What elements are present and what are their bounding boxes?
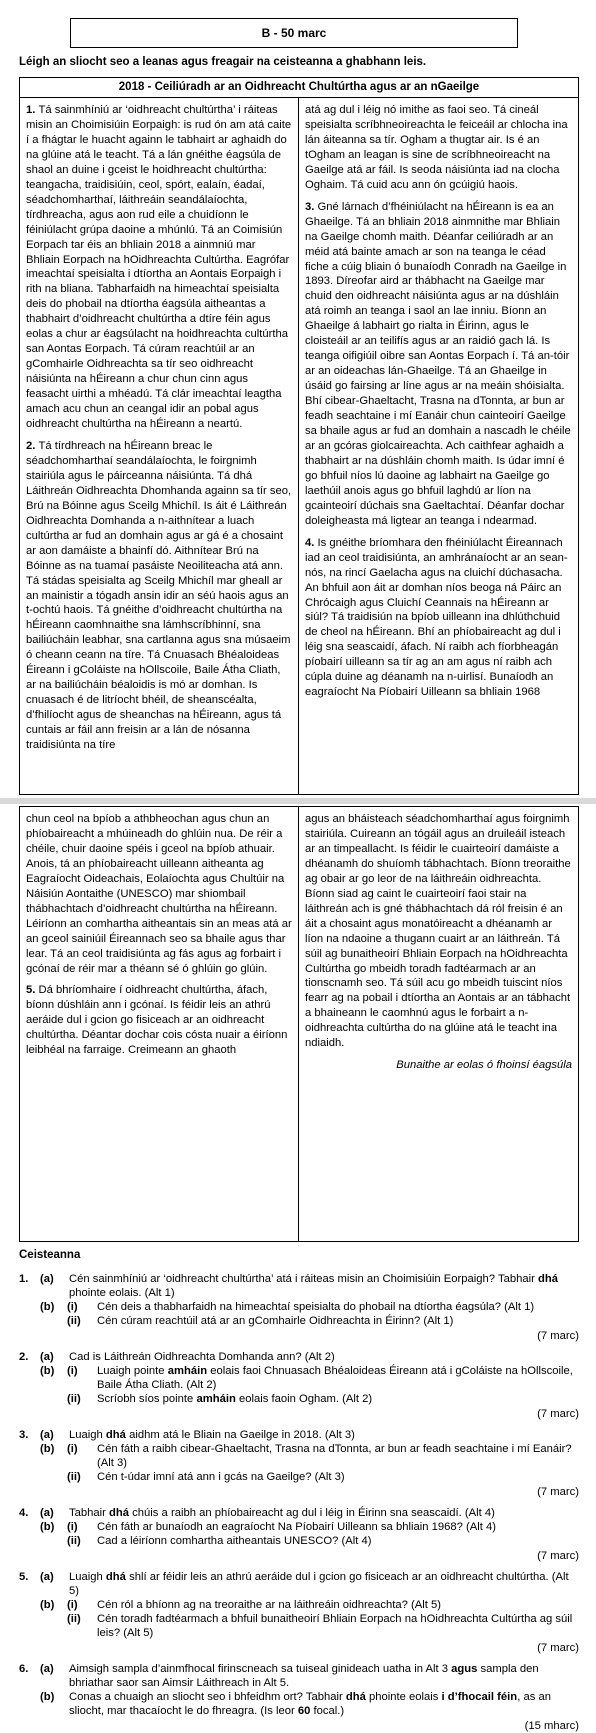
part-label: (a) bbox=[40, 1351, 54, 1363]
paragraph-text: Tá tírdhreach na hÉireann breac le séadchomharthaí seandálaíochta, le foirgnimh stairiúla agus le páirceanna náisiúnta. Tá dhá Láithreán Oidhreachta Dhomhanda againn sa tír seo, Brú na Bóinne agus Sceilg Mhichíl. Is áit é Láithreán Oidhreachta Domhanda a n-aithnítear a luach cultúrtha ar fud an domhain agus ar gá é a chosaint ar aon damáiste a bhainfí dó. Aithnítear Brú na Bóinne as na tuamaí pasáiste Neoiliteacha atá ann. Tá stádas speisialta ag Sceilg Mhichíl mar gheall ar an mainistir a tógadh ansin idir an séú haois agus an t-ochtú haois. Tá gnéithe d’oidhreacht chultúrtha na hÉireann caomhnaithe sna lámhscríbhinní, sna bailiúcháin leabhar, sna cartlanna agus sna músaeim ó cheann ceann na tíre. Tá Cnuasach Bhéaloideas Éireann i gColáiste na hOllscoile, Baile Átha Cliath, ar na bailiúcháin béaloidis is mó ar domhan. Is cnuasach é de litríocht bhéil, de sheanscéalta, d’fhilíocht agus de sheanchas na hÉireann, agus tá cuntais ar fáil ann freisin ar a lán de nósanna traidisiúnta na tíre bbox=[26, 439, 292, 752]
question-text: Cén toradh fadtéarmach a bhfuil bunaitheoirí Bhliain Eorpach na hOidhreachta Cultúrtha ag súil leis? (Alt 5) bbox=[97, 1613, 573, 1639]
marks-label: (7 marc) bbox=[537, 1550, 579, 1562]
passage-column-left bbox=[20, 807, 299, 1241]
subpart-label: (ii) bbox=[67, 1315, 81, 1327]
question-part bbox=[19, 1534, 579, 1548]
question-number: 6. bbox=[19, 1663, 29, 1675]
question-part bbox=[19, 1300, 579, 1314]
question-text: Luaigh pointe amháin eolais faoi Chnuasach Bhéaloideas Éireann atá i gColáiste na hOllscoile, Baile Átha Cliath. (Alt 2) bbox=[97, 1365, 573, 1391]
passage-title: 2018 - Ceiliúradh ar an Oidhreacht Chultúrtha agus ar an nGaeilge bbox=[20, 78, 578, 98]
question-text: Cén t-údar imní atá ann i gcás na Gaeilge? (Alt 3) bbox=[97, 1471, 345, 1483]
question-part bbox=[19, 1506, 579, 1520]
question-text: Scríobh síos pointe amháin eolais faoin Ogham. (Alt 2) bbox=[97, 1393, 373, 1405]
part-label: (a) bbox=[40, 1663, 54, 1675]
part-label: (b) bbox=[40, 1301, 55, 1313]
marks-label: (7 marc) bbox=[537, 1486, 579, 1498]
paragraph-number: 3. bbox=[305, 200, 318, 213]
source-credit: Bunaithe ar eolas ó fhoinsí éagsúla bbox=[396, 1059, 572, 1072]
question-part bbox=[19, 1570, 579, 1598]
question-number: 2. bbox=[19, 1351, 29, 1363]
part-label: (a) bbox=[40, 1507, 54, 1519]
page-separator bbox=[0, 798, 596, 804]
paragraph-text: Is gnéithe bríomhara den fhéiniúlacht Éireannach iad an ceol traidisiúnta, an amhránaíocht ar an sean-nós, na rincí Gaelacha agus na cluichí dúchasacha. An bhfuil aon áit ar domhan níos beoga ná Páirc an Chrócaigh agus Cluichí Ceannais na hÉireann ar siúl? Tá traidisiún na bpíob uilleann ina dhlúthchuid de cheol na hÉireann. Bhí an phíobaireacht ag dul i léig sna seascaidí, áfach. Ní raibh ach fíorbheagán píobairí uilleann sa tír ag an am agus ní raibh ach cúpla duine ag déanamh na n-uirlisí. Bunaíodh an eagraíocht Na Píobairí Uilleann sa bhliain 1968 bbox=[305, 536, 568, 699]
questions-heading: Ceisteanna bbox=[19, 1249, 81, 1261]
question-part bbox=[19, 1612, 579, 1640]
question-part bbox=[19, 1690, 579, 1718]
passage-column-right bbox=[299, 98, 578, 794]
subpart-label: (i) bbox=[67, 1521, 78, 1533]
question-part bbox=[19, 1272, 579, 1300]
paragraph-number: 2. bbox=[26, 439, 39, 452]
question-text: Tabhair dhá chúis a raibh an phíobaireacht ag dul i léig in Éirinn sna seascaidí. (Alt 4) bbox=[69, 1507, 495, 1519]
part-label: (b) bbox=[40, 1365, 55, 1377]
part-label: (b) bbox=[40, 1599, 55, 1611]
subpart-label: (ii) bbox=[67, 1613, 81, 1625]
part-label: (a) bbox=[40, 1273, 54, 1285]
passage-paragraph bbox=[305, 536, 572, 700]
question-part bbox=[19, 1470, 579, 1484]
passage-paragraph bbox=[305, 103, 572, 193]
paragraph-text: atá ag dul i léig nó imithe as faoi seo. Tá cineál speisialta scríbhneoireachta le feiceáil ar chlocha ina lán áiteanna sa tír. Ogham a thugtar air. Is é an tOgham an leagan is sine de scríbhneoireacht na Gaeilge atá ar fáil. Is seoda náisiúnta iad na clocha Oghaim. Tá cuid acu ann ón gcúigiú haois. bbox=[305, 104, 568, 191]
passage-paragraph bbox=[26, 103, 292, 432]
part-label: (a) bbox=[40, 1571, 54, 1583]
section-title-box bbox=[70, 18, 518, 48]
paragraph-text: agus an bháisteach séadchomharthaí agus foirgnimh stairiúla. Cuireann an tógáil agus an druileáil isteach ar an timpeallacht. Is féidir le cuairteoirí damáiste a dhéanamh do shuíomh tábhachtach. Bíonn treoraithe ag obair ar go leor de na láithreáin oidhreachta. Bíonn siad ag caint le cuairteoirí faoi stair na láithreán ach is gné thábhachtach dá ról freisin é an áit a chosaint agus monatóireacht a dhéanamh ar líon na ndaoine a thugann cuairt ar an láithreán. Tá súil ag bunaitheoirí Bhliain Eorpach na hOidhreachta Cultúrtha go mbeidh toradh fadtéarmach ar an tionscnamh seo. Tá súil acu go mbeidh tuiscint níos fearr ag na pobail i dtíortha an Aontais ar an tábhacht a bhaineann le caomhnú agus le forbairt a n-oidhreachta cultúrtha do na glúine atá le teacht ina ndiaidh. bbox=[305, 813, 571, 1050]
part-label: (b) bbox=[40, 1443, 55, 1455]
section-title: B - 50 marc bbox=[261, 26, 327, 40]
question-part bbox=[19, 1662, 579, 1690]
question-part bbox=[19, 1350, 579, 1364]
passage-paragraph bbox=[26, 439, 292, 753]
passage-column-right bbox=[299, 807, 578, 1241]
part-label: (b) bbox=[40, 1521, 55, 1533]
subpart-label: (ii) bbox=[67, 1535, 81, 1547]
question-text: Cén cúram reachtúil atá ar an gComhairle Oidhreachta in Éirinn? (Alt 1) bbox=[97, 1315, 454, 1327]
passage-paragraph bbox=[26, 812, 292, 976]
question-text: Luaigh dhá shlí ar féidir leis an athrú aeráide dul i gcion go fisiceach ar an oidhreacht chultúrtha. (Alt 5) bbox=[69, 1571, 569, 1597]
question-part bbox=[19, 1428, 579, 1442]
marks-label: (7 marc) bbox=[537, 1642, 579, 1654]
marks-label: (7 marc) bbox=[537, 1330, 579, 1342]
question-text: Cad is Láithreán Oidhreachta Domhanda ann? (Alt 2) bbox=[69, 1351, 335, 1363]
paragraph-text: Gné lárnach d’fhéiniúlacht na hÉireann is ea an Ghaeilge. Tá an bhliain 2018 ainmnithe mar Bhliain na Gaeilge chomh maith. Déanfar ceiliúradh ar an méid atá bainte amach ar son na teanga le céad fiche a cúig bliain ó bunaíodh Conradh na Gaeilge in 1893. Díreofar aird ar thábhacht na Gaeilge mar chuid den oidhreacht náisiúnta agus ar na dúshláin atá roimh an teanga i saol an lae inniu. Bíonn an Ghaeilge á labhairt go rialta in Éirinn, agus le cloisteáil ar an teilifís agus ar an raidió gach lá. Is teanga oifigiúil oibre san Aontas Eorpach í. Tá an-tóir ar an oideachas lán-Ghaeilge. Tá an Ghaeilge in úsáid go fairsing ar líne agus ar na meáin shóisialta. Bhí cibear-Ghaeltacht, Trasna na dTonnta, ar bun ar feadh seachtaine i mí Eanáir chun cainteoirí Gaeilge sa bhaile agus ar fud an domhain a nascadh le chéile ar an gcóras giolcaireachta. Ach caithfear aghaidh a thabhairt ar na dúshláin chomh maith. Is údar imní é go bhfuil níos lú daoine ag labhairt na Gaeilge go laethúil anois agus go bhfuil laghdú ar líon na gcainteoirí dúchais sna Gaeltachtaí. Déanfar dochar doleigheasta má ligtear an teanga i ndearmad. bbox=[305, 200, 571, 527]
subpart-label: (ii) bbox=[67, 1393, 81, 1405]
passage-paragraph bbox=[305, 200, 572, 529]
question-item bbox=[19, 1506, 579, 1563]
question-number: 4. bbox=[19, 1507, 29, 1519]
subpart-label: (i) bbox=[67, 1301, 78, 1313]
question-text: Conas a chuaigh an sliocht seo i bhfeidhm ort? Tabhair dhá phointe eolais i d’fhocail féin, as an sliocht, mar thacaíocht le do fhreagra. (Is leor 60 focal.) bbox=[69, 1691, 551, 1717]
passage-paragraph bbox=[305, 812, 572, 1051]
question-text: Cén sainmhíniú ar ‘oidhreacht chultúrtha’ atá i ráiteas misin an Choimisiúin Eorpaigh? Tabhair dhá phointe eolais. (Alt 1) bbox=[69, 1273, 559, 1299]
question-part bbox=[19, 1598, 579, 1612]
question-item bbox=[19, 1428, 579, 1499]
question-item bbox=[19, 1350, 579, 1421]
question-part bbox=[19, 1314, 579, 1328]
question-part bbox=[19, 1392, 579, 1406]
marks-label: (15 mharc) bbox=[524, 1720, 579, 1732]
instruction-text: Léigh an sliocht seo a leanas agus freagair na ceisteanna a ghabhann leis. bbox=[19, 56, 427, 68]
question-text: Luaigh dhá aidhm atá le Bliain na Gaeilge in 2018. (Alt 3) bbox=[69, 1429, 355, 1441]
question-number: 5. bbox=[19, 1571, 29, 1583]
question-text: Aimsigh sampla d’ainmfhocal firinscneach sa tuiseal ginideach uatha in Alt 3 agus sampla den bhriathar saor san Aimsir Láithreach in Alt 5. bbox=[69, 1663, 539, 1689]
question-text: Cén fáth a raibh cibear-Ghaeltacht, Trasna na dTonnta, ar bun ar feadh seachtaine i mí Eanáir? (Alt 3) bbox=[97, 1443, 572, 1469]
paragraph-text: Dá bhríomhaire í oidhreacht chultúrtha, áfach, bíonn dúshláin ann i gcónaí. Is féidir leis an athrú aeráide dul i gcion go fisiceach ar an oidhreacht chultúrtha. Déantar dochar cois cósta nuair a éiríonn leibhéal na farraige. Creimeann an ghaoth bbox=[26, 984, 288, 1057]
paragraph-text: chun ceol na bpíob a athbheochan agus chun an phíobaireacht a mhúineadh do ghlúin nua. De réir a chéile, chuir daoine spéis i gceol na bpíob athuair. Anois, tá an phíobaireacht uilleann aitheanta ag Eagraíocht Oideachais, Eolaíochta agus Chultúir na Náisiún Aontaithe (UNESCO) mar shiombail thábhachtach d’oidhreacht chultúrtha na hÉireann. Léiríonn an comhartha aitheantais sin an meas atá ar an gceol sainiúil Éireannach seo sa bhaile agus thar lear. Tá an ceol traidisiúnta ag fás agus ag forbairt i gcónaí de réir mar a théann sé ó ghlúin go glúin. bbox=[26, 813, 292, 975]
subpart-label: (i) bbox=[67, 1599, 78, 1611]
passage-frame-page-1 bbox=[19, 77, 579, 795]
paragraph-number: 4. bbox=[305, 536, 318, 549]
question-item bbox=[19, 1662, 579, 1733]
question-number: 1. bbox=[19, 1273, 29, 1285]
question-part bbox=[19, 1442, 579, 1470]
question-item bbox=[19, 1272, 579, 1343]
question-item bbox=[19, 1570, 579, 1655]
paragraph-number: 1. bbox=[26, 104, 39, 116]
marks-label: (7 marc) bbox=[537, 1408, 579, 1420]
question-number: 3. bbox=[19, 1429, 29, 1441]
subpart-label: (i) bbox=[67, 1443, 78, 1455]
part-label: (a) bbox=[40, 1429, 54, 1441]
question-part bbox=[19, 1520, 579, 1534]
questions-list bbox=[19, 1265, 579, 1733]
question-text: Cén fáth ar bunaíodh an eagraíocht Na Píobairí Uilleann sa bhliain 1968? (Alt 4) bbox=[97, 1521, 497, 1533]
question-text: Cad a léiríonn comhartha aitheantais UNESCO? (Alt 4) bbox=[97, 1535, 372, 1547]
paragraph-text: Tá sainmhíniú ar ‘oidhreacht chultúrtha’ i ráiteas misin an Choimisiúin Eorpaigh: is rud ón am atá caite í a fhágtar le huacht againn le tabhairt ar aghaidh do na glúine atá le teacht. Tá a lán gnéithe éagsúla de shaol an duine i gceist le hoidhreacht chultúrtha: teangacha, traidisiúin, ceol, spórt, ealaín, éadaí, séadchomharthaí, láithreáin seandálaíochta, tírdhreacha, agus aon rud eile a chuidíonn le féiniúlacht grúpa daoine a mhúnlú. Tá an Coimisiún Eorpach tar éis an bhliain 2018 a ainmniú mar Bhliain Eorpach na hOidhreachta Cultúrtha. Eagrófar imeachtaí speisialta i dtíortha an Aontais Eorpaigh i rith na bliana. Tabharfaidh na himeachtaí speisialta deis do phobail na dtíortha éagsúla aitheantas a thabhairt d’oidhreacht chultúrtha a dtíre féin agus eolas a chur ar éagsúlacht na hoidhreachta cultúrtha san Aontas Eorpach. Tá cúram reachtúil ar an gComhairle Oidhreachta sa tír seo oidhreacht náisiúnta na hÉireann a chur chun cinn agus feasacht uirthi a mhéadú. Tá clár imeachtaí leagtha amach acu chun an ceangal idir an pobal agus oidhreacht chultúrtha na hÉireann a neartú. bbox=[26, 104, 292, 431]
question-text: Cén ról a bhíonn ag na treoraithe ar na láithreáin oidhreachta? (Alt 5) bbox=[97, 1599, 441, 1611]
part-label: (b) bbox=[40, 1691, 55, 1703]
passage-column-left bbox=[20, 98, 299, 794]
question-part bbox=[19, 1364, 579, 1392]
passage-frame-page-2 bbox=[19, 806, 579, 1242]
subpart-label: (i) bbox=[67, 1365, 78, 1377]
subpart-label: (ii) bbox=[67, 1471, 81, 1483]
paragraph-number: 5. bbox=[26, 984, 39, 997]
question-text: Cén deis a thabharfaidh na himeachtaí speisialta do phobail na dtíortha éagsúla? (Alt 1) bbox=[97, 1301, 535, 1313]
passage-paragraph bbox=[26, 983, 292, 1058]
